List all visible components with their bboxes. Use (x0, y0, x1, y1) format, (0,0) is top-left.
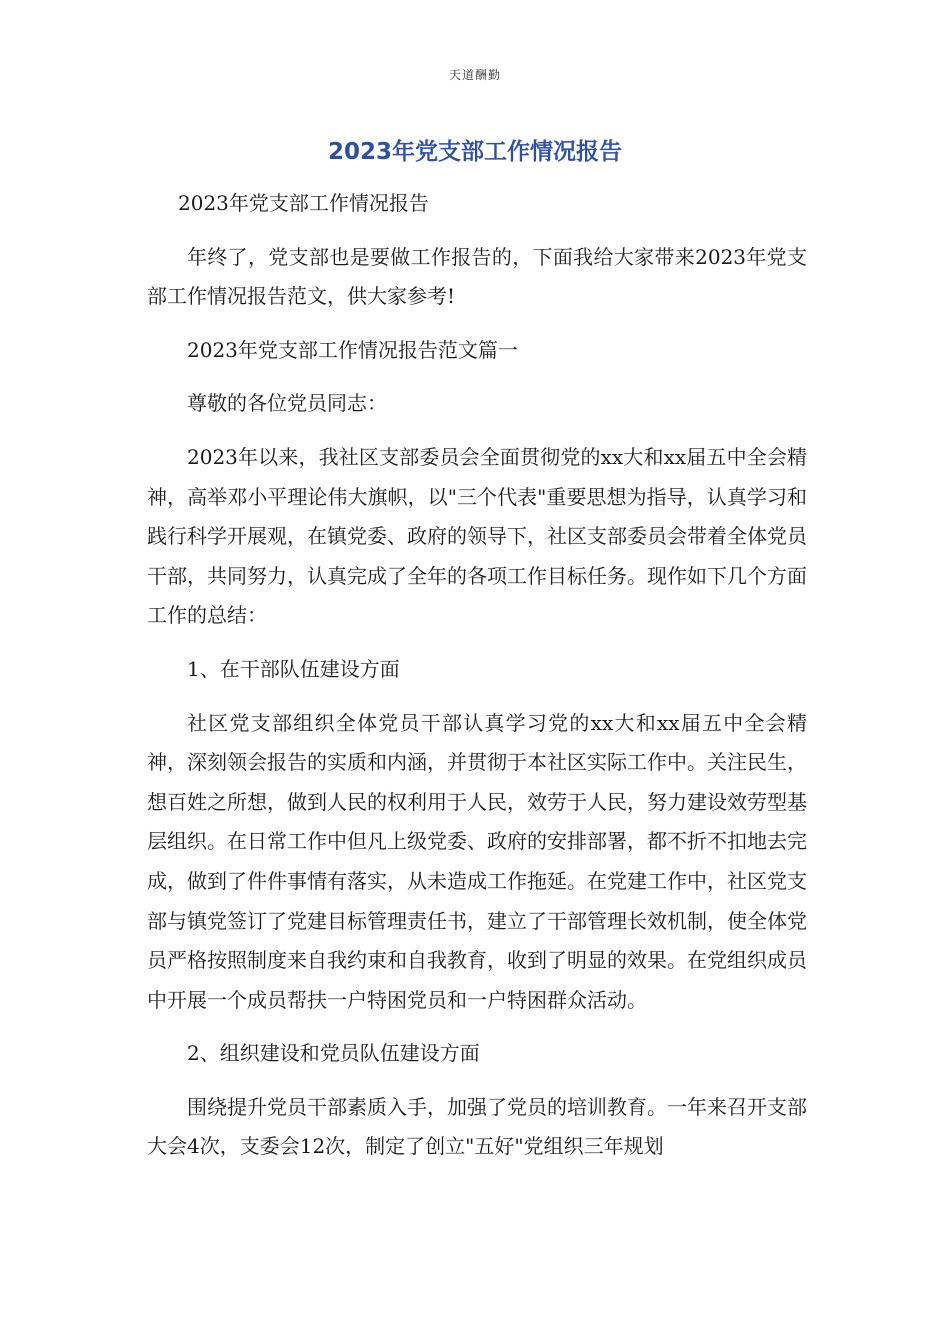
paragraph-overview: 2023年以来，我社区支部委员会全面贯彻党的xx大和xx届五中全会精神，高举邓小平理论伟大旗帜，以"三个代表"重要思想为指导，认真学习和践行科学开展观，在镇党委、政府的领导下，社区支部委员会带着全体党员干部，共同努力，认真完成了全年的各项工作目标任务。现作如下几个方面工作的总结： (147, 444, 807, 628)
page-header: 天道酬勤 (448, 68, 501, 82)
paragraph-salutation: 尊敬的各位党员同志： (187, 391, 387, 416)
document-title: 2023年党支部工作情况报告 (327, 139, 622, 165)
paragraph-subtitle: 2023年党支部工作情况报告 (178, 191, 429, 215)
section-heading-2: 2、组织建设和党员队伍建设方面 (187, 1041, 480, 1066)
document-body (147, 184, 807, 1181)
paragraph-article-heading: 2023年党支部工作情况报告范文篇一 (187, 337, 518, 362)
paragraph-intro: 年终了，党支部也是要做工作报告的，下面我给大家带来2023年党支部工作情况报告范文，供大家参考! (147, 244, 807, 309)
section-heading-1: 1、在干部队伍建设方面 (187, 656, 400, 681)
paragraph-section-1: 社区党支部组织全体党员干部认真学习党的xx大和xx届五中全会精神，深刻领会报告的实质和内涵，并贯彻于本社区实际工作中。关注民生，想百姓之所想，做到人民的权利用于人民，效劳于人民，努力建设效劳型基层组织。在日常工作中但凡上级党委、政府的安排部署，都不折不扣地去完成，做到了件件事情有落实，从未造成工作拖延。在党建工作中，社区党支部与镇党签订了党建目标管理责任书，建立了干部管理长效机制，使全体党员严格按照制度来自我约束和自我教育，收到了明显的效果。在党组织成员中开展一个成员帮扶一户特困党员和一户特困群众活动。 (147, 710, 807, 1012)
paragraph-section-2: 围绕提升党员干部素质入手，加强了党员的培训教育。一年来召开支部大会4次，支委会12次，制定了创立"五好"党组织三年规划 (147, 1094, 807, 1159)
